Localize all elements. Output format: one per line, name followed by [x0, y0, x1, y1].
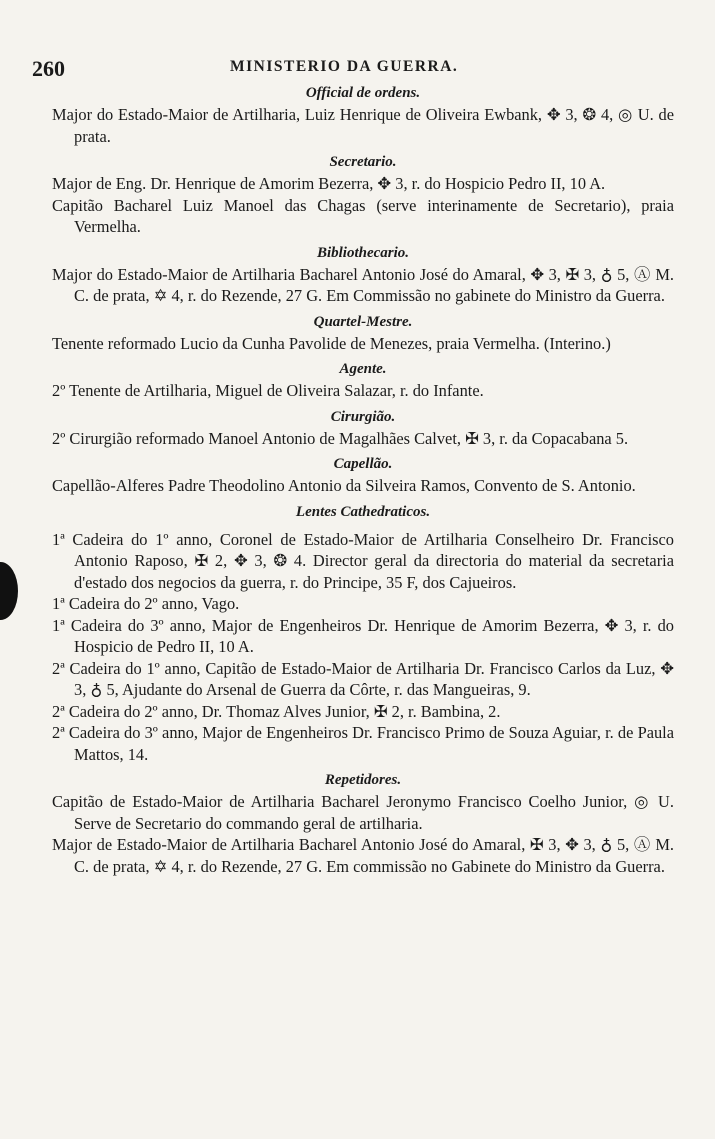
document-page [32, 54, 674, 877]
personnel-entry: Tenente reformado Lucio da Cunha Pavolide de Menezes, praia Vermelha. (Interino.) [52, 333, 611, 353]
personnel-entry: 1ª Cadeira do 1º anno, Coronel de Estado-Maior de Artilharia Conselheiro Dr. Francisco Antonio Raposo, ✠ 2, ✥ 3, ❂ 4. Director geral da directoria do material da secretaria d'estado dos negocios da guerra, r. do Principe, 35 F, dos Cajueiros. [52, 529, 674, 592]
section-heading: Cirurgião. [330, 408, 396, 425]
personnel-entry: Capitão de Estado-Maior de Artilharia Bacharel Jeronymo Francisco Coelho Junior, ◎ U. Serve de Secretario do commando geral de artilharia. [52, 792, 674, 833]
personnel-entry: Capellão-Alferes Padre Theodolino Antonio da Silveira Ramos, Convento de S. Antonio. [52, 476, 636, 495]
section-heading: Lentes Cathedraticos. [295, 503, 431, 520]
personnel-entry: 1ª Cadeira do 3º anno, Major de Engenheiros Dr. Henrique de Amorim Bezerra, ✥ 3, r. do Hospicio de Pedro II, 10 A. [52, 615, 674, 656]
personnel-entry: 1ª Cadeira do 2º anno, Vago. [52, 594, 240, 613]
personnel-entry: Capitão Bacharel Luiz Manoel das Chagas (serve interinamente de Secretario), praia Vermelha. [52, 195, 674, 236]
section-heading: Bibliothecario. [316, 244, 410, 261]
section-heading: Capellão. [333, 456, 393, 472]
personnel-entry: Major de Estado-Maior de Artilharia Bacharel Antonio José do Amaral, ✠ 3, ✥ 3, ♁ 5, Ⓐ M. C. de prata, ✡ 4, r. do Rezende, 27 G. Em commissão no Gabinete do Ministro da Guerra. [52, 835, 674, 876]
document-body [52, 82, 674, 877]
page-number: 260 [32, 56, 65, 81]
section-heading: Quartel-Mestre. [313, 313, 413, 330]
personnel-entry: Major do Estado-Maior de Artilharia, Luiz Henrique de Oliveira Ewbank, ✥ 3, ❂ 4, ◎ U. de prata. [52, 105, 674, 146]
personnel-entry: Major de Eng. Dr. Henrique de Amorim Bezerra, ✥ 3, r. do Hospicio Pedro II, 10 A. [52, 174, 606, 193]
personnel-entry: 2ª Cadeira do 1º anno, Capitão de Estado-Maior de Artilharia Dr. Francisco Carlos da Luz, ✥ 3, ♁ 5, Ajudante do Arsenal de Guerra da Côrte, r. das Mangueiras, 9. [52, 658, 674, 699]
running-title: MINISTERIO DA GUERRA. [230, 58, 459, 75]
personnel-entry: 2ª Cadeira do 2º anno, Dr. Thomaz Alves Junior, ✠ 2, r. Bambina, 2. [52, 701, 501, 721]
personnel-entry: 2º Tenente de Artilharia, Miguel de Oliveira Salazar, r. do Infante. [52, 381, 484, 400]
personnel-entry: 2ª Cadeira do 3º anno, Major de Engenheiros Dr. Francisco Primo de Souza Aguiar, r. de Paula Mattos, 14. [52, 723, 674, 764]
section-heading: Repetidores. [324, 772, 402, 788]
margin-ink-stain [0, 562, 18, 620]
section-heading: Official de ordens. [305, 85, 421, 101]
page-header [32, 54, 674, 82]
personnel-entry: Major do Estado-Maior de Artilharia Bacharel Antonio José do Amaral, ✥ 3, ✠ 3, ♁ 5, Ⓐ M. C. de prata, ✡ 4, r. do Rezende, 27 G. Em Commissão no gabinete do Ministro da Guerra. [52, 264, 674, 305]
personnel-entry: 2º Cirurgião reformado Manoel Antonio de Magalhães Calvet, ✠ 3, r. da Copacabana 5. [52, 428, 629, 448]
section-heading: Secretario. [329, 154, 397, 170]
section-heading: Agente. [339, 361, 387, 377]
